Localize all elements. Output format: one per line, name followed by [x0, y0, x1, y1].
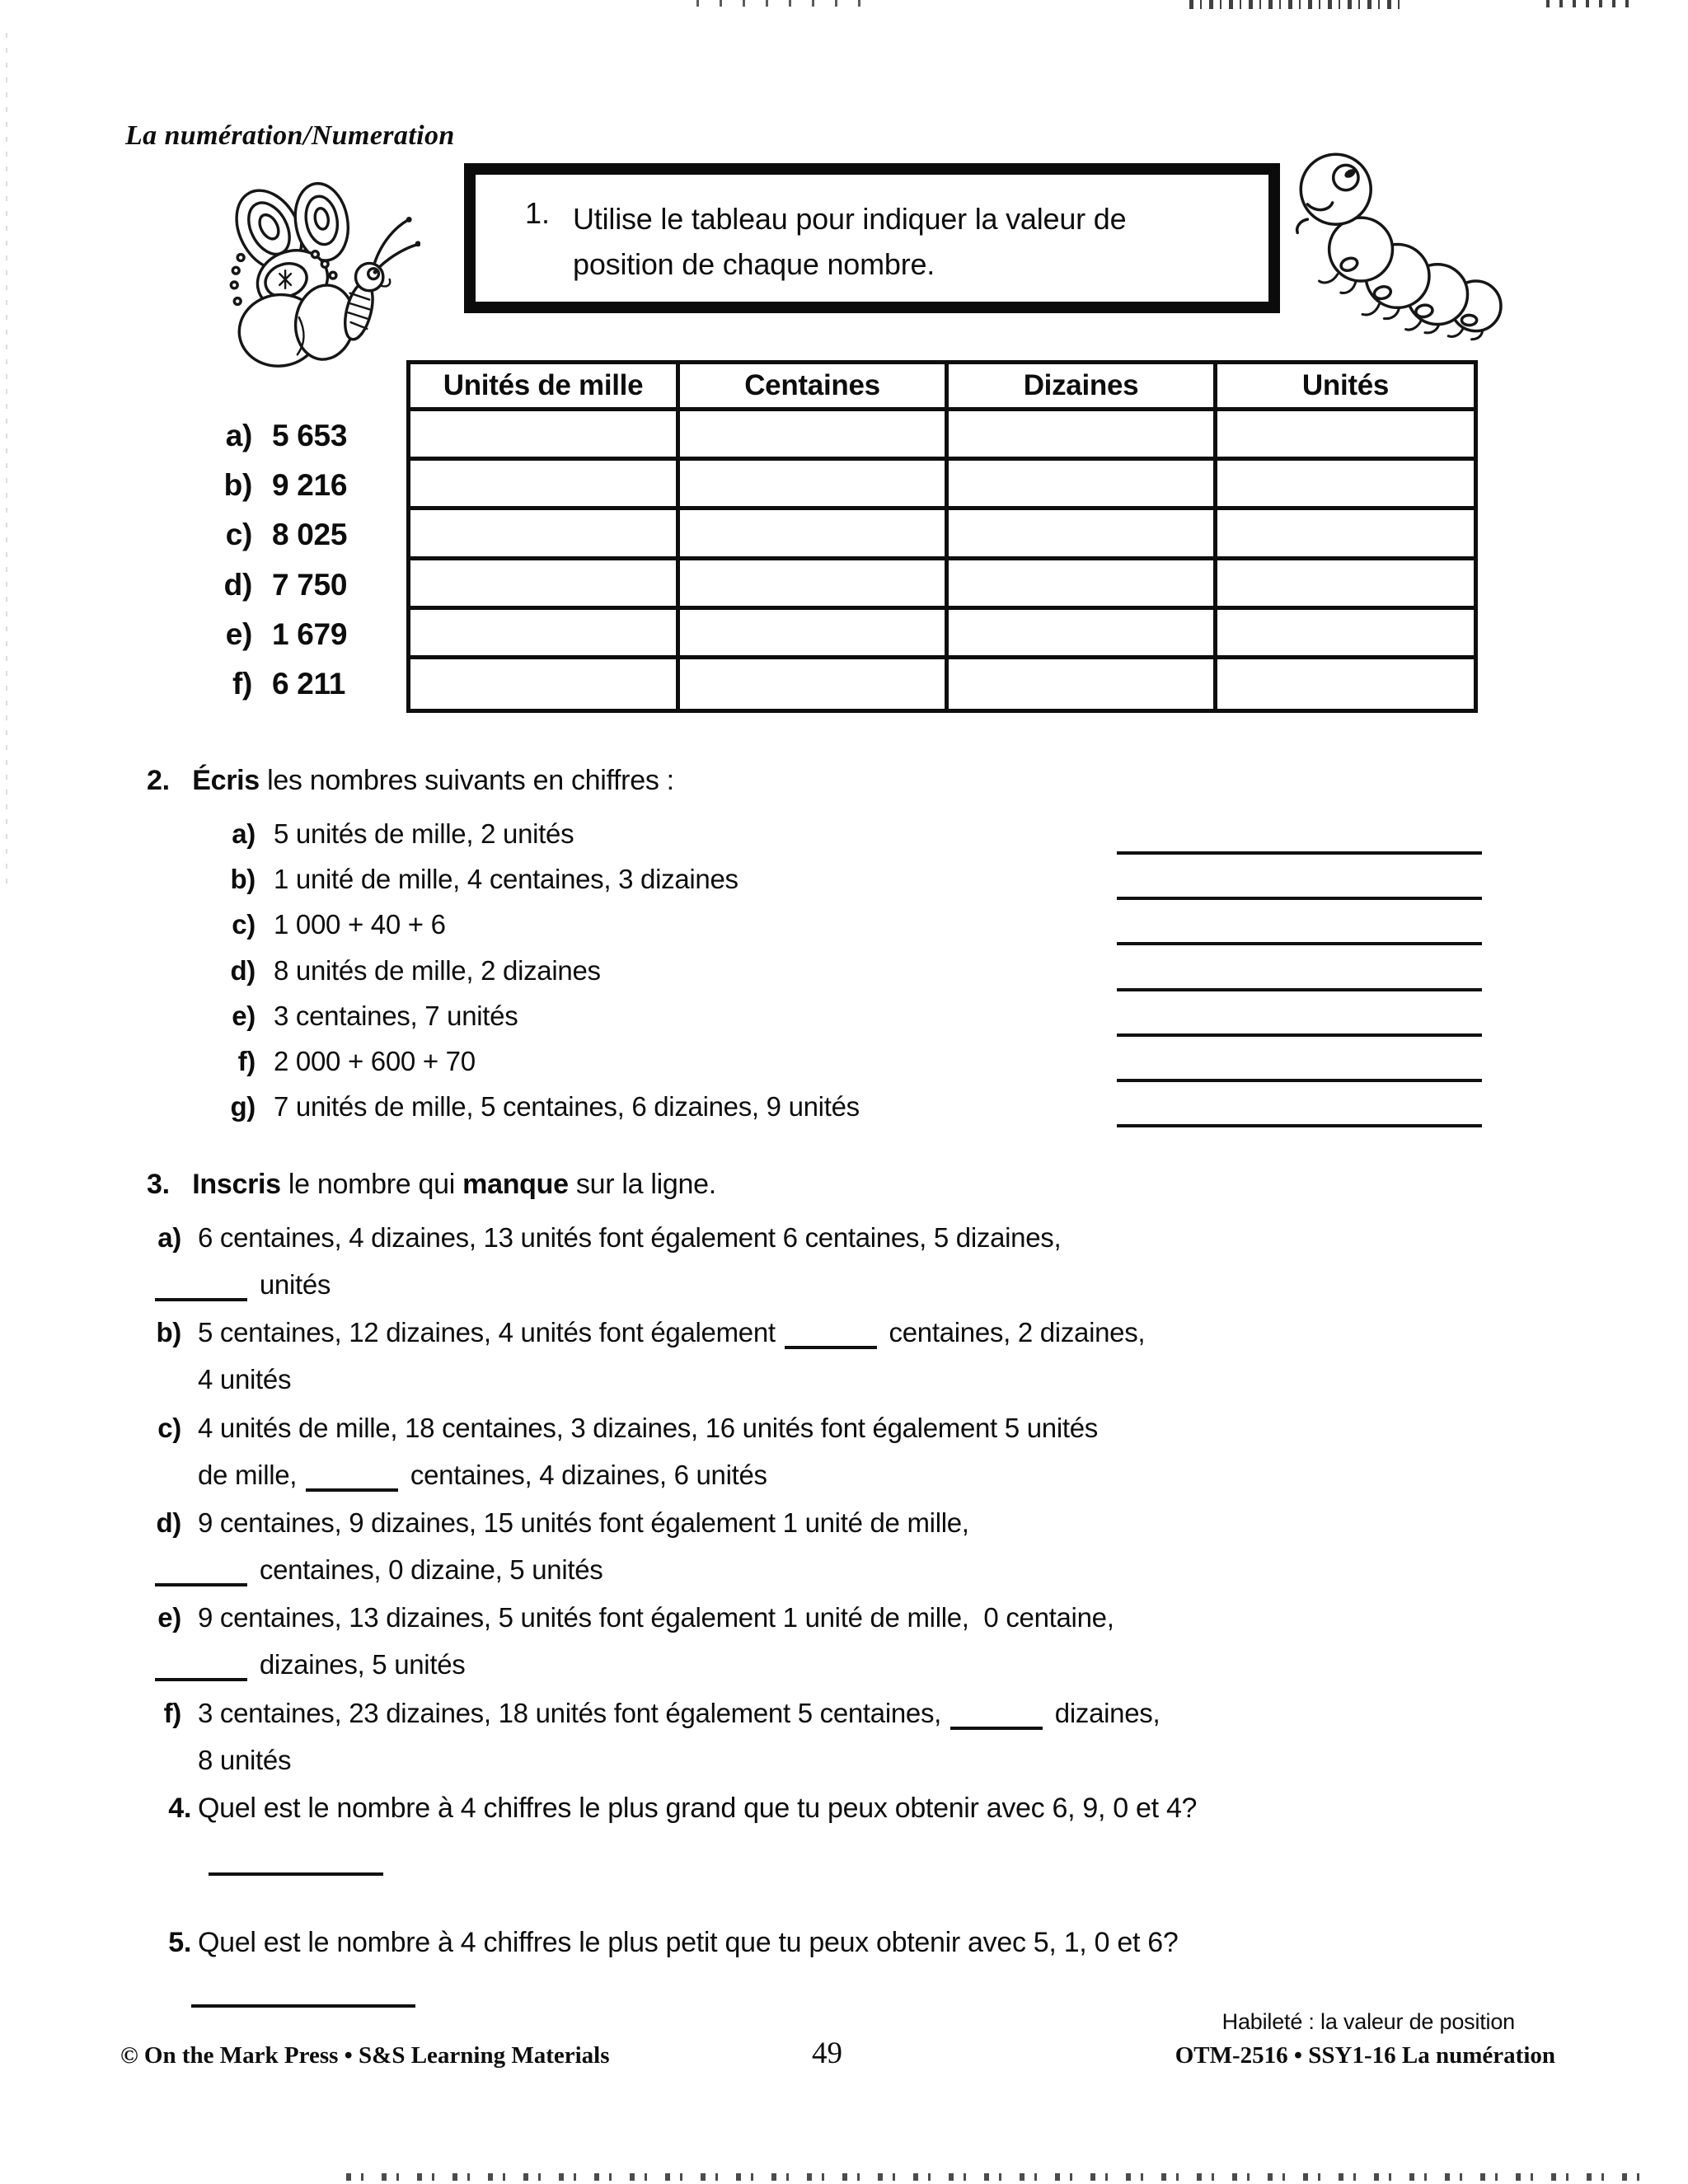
table-cell: [949, 461, 1217, 510]
table-cell: [949, 659, 1217, 709]
list-item-line: [0, 1698, 1688, 1746]
footer-copyright: © On the Mark Press • S&S Learning Materials: [120, 2042, 610, 2069]
item-text: 8 unités de mille, 2 dizaines: [274, 954, 601, 986]
item-text: de mille,: [198, 1459, 305, 1490]
blank-line: [950, 1702, 1043, 1730]
list-item-line: [0, 1649, 1688, 1697]
table-cell: [410, 461, 680, 510]
row-label: f): [232, 666, 252, 701]
footer-skill-label: Habileté : la valeur de position: [1221, 2009, 1515, 2034]
item-text: 5 unités de mille, 2 unités: [274, 818, 574, 849]
butterfly-illustration: [202, 177, 420, 385]
row-label: d): [223, 567, 252, 602]
lead-text: le nombre qui: [280, 1169, 463, 1200]
table-header-cell: Dizaines: [949, 364, 1217, 411]
table-cell: [680, 560, 949, 610]
line-content: [198, 1364, 291, 1395]
item-label: f): [163, 1697, 181, 1728]
table-row: [206, 610, 392, 659]
table-row: [206, 560, 392, 610]
table-cell: [410, 610, 680, 659]
row-label: e): [225, 616, 252, 651]
lead-keyword: Inscris: [192, 1169, 281, 1200]
list-item-line: [0, 1269, 1688, 1317]
line-content: [153, 1269, 331, 1301]
table-cell: [410, 659, 680, 709]
item-text: 2 000 + 600 + 70: [274, 1046, 476, 1076]
item-text: 4 unités de mille, 18 centaines, 3 dizaines, 16 unités font également 5 unités: [198, 1412, 1098, 1443]
row-value: 6 211: [272, 666, 346, 701]
row-label: b): [223, 468, 252, 503]
item-text: 9 centaines, 9 dizaines, 15 unités font également 1 unité de mille,: [198, 1507, 969, 1538]
list-item-line: [0, 1413, 1688, 1460]
item-text: 1 unité de mille, 4 centaines, 3 dizaines: [274, 864, 738, 895]
list-item: [0, 909, 1688, 955]
table-row: [206, 510, 392, 560]
blank-line: [155, 1558, 247, 1586]
row-value: 8 025: [272, 518, 348, 552]
table-cell: [410, 510, 680, 560]
scan-artifact-top: [1546, 0, 1639, 7]
item-text: 6 centaines, 4 dizaines, 13 unités font également 6 centaines, 5 dizaines,: [198, 1222, 1062, 1253]
place-value-table: [406, 360, 1478, 713]
lead-text: sur la ligne.: [568, 1169, 716, 1200]
item-label: f): [237, 1046, 256, 1076]
list-item-line: [0, 1602, 1688, 1650]
line-content: [198, 1602, 1114, 1633]
table-cell: [410, 560, 680, 610]
table-cell: [680, 411, 949, 461]
item-label: b): [156, 1317, 181, 1348]
line-content: [198, 1745, 291, 1776]
table-cell: [680, 659, 949, 709]
item-text: 7 unités de mille, 5 centaines, 6 dizaines, 9 unités: [274, 1091, 860, 1122]
blank-line: [155, 1273, 247, 1301]
question-4: [168, 1793, 1198, 1825]
table-cell: [1217, 411, 1474, 461]
list-item-line: [0, 1364, 1688, 1412]
table-cell: [949, 510, 1217, 560]
answer-line: [1117, 942, 1482, 945]
item-text: dizaines, 5 unités: [252, 1649, 466, 1680]
table-cell: [1217, 510, 1474, 560]
answer-line: [1117, 897, 1482, 900]
item-text: 3 centaines, 7 unités: [274, 1000, 518, 1031]
table-cell: [1217, 659, 1474, 709]
line-content: [153, 1554, 603, 1586]
table-row: [206, 461, 392, 510]
item-label: b): [230, 864, 256, 895]
item-label: d): [156, 1507, 181, 1538]
caterpillar-illustration: [1282, 142, 1503, 352]
question-2-keyword: Écris: [192, 765, 260, 796]
question-4-text: Quel est le nombre à 4 chiffres le plus grand que tu peux obtenir avec 6, 9, 0 et 4?: [198, 1793, 1198, 1824]
item-text: centaines, 2 dizaines,: [881, 1317, 1146, 1348]
item-text: 4 unités: [198, 1364, 292, 1395]
table-cell: [680, 461, 949, 510]
row-value: 7 750: [272, 567, 348, 602]
lead-keyword: manque: [462, 1169, 569, 1200]
list-item: [0, 864, 1688, 910]
item-label: c): [232, 909, 256, 940]
item-label: a): [232, 818, 256, 849]
answer-line: [1117, 1124, 1482, 1127]
line-content: [198, 1413, 1098, 1444]
blank-line: [155, 1653, 247, 1681]
table-cell: [680, 510, 949, 560]
question-1-number: 1.: [525, 196, 551, 230]
list-item: [0, 1091, 1688, 1137]
question-2-number: 2.: [147, 765, 170, 796]
item-label: c): [157, 1412, 181, 1443]
table-cell: [1217, 560, 1474, 610]
question-4-answer-line: [209, 1872, 383, 1876]
item-text: dizaines,: [1047, 1697, 1160, 1728]
question-5-answer-line: [191, 2004, 415, 2008]
line-content: [198, 1460, 767, 1492]
item-label: d): [230, 954, 256, 986]
answer-line: [1117, 851, 1482, 855]
table-cell: [1217, 610, 1474, 659]
item-label: e): [232, 1000, 256, 1031]
table-header-cell: Unités: [1217, 364, 1474, 411]
question-5: [168, 1927, 1179, 1959]
item-label: g): [230, 1091, 256, 1122]
list-item-line: [0, 1460, 1688, 1507]
blank-line: [306, 1464, 398, 1492]
blank-line: [785, 1321, 877, 1349]
list-item-line: [0, 1745, 1688, 1793]
table-cell: [410, 411, 680, 461]
table-row: [206, 659, 392, 709]
question-4-number: 4.: [168, 1793, 191, 1824]
list-item: [0, 955, 1688, 1001]
list-item-line: [0, 1507, 1688, 1555]
page-number: 49: [812, 2036, 842, 2070]
item-text: 9 centaines, 13 dizaines, 5 unités font également 1 unité de mille, 0 centaine,: [198, 1602, 1114, 1633]
item-text: 3 centaines, 23 dizaines, 18 unités font également 5 centaines,: [198, 1697, 949, 1728]
scan-artifact-left: [6, 33, 7, 890]
table-cell: [949, 610, 1217, 659]
list-item-line: [0, 1317, 1688, 1365]
item-text: 5 centaines, 12 dizaines, 4 unités font également: [198, 1317, 783, 1348]
question-2-heading: [147, 765, 674, 797]
scan-artifact-top: [696, 0, 874, 7]
table-row: [206, 411, 392, 461]
question-3-lead: [192, 1169, 716, 1200]
table-header-cell: Centaines: [680, 364, 949, 411]
list-item-line: [0, 1222, 1688, 1270]
answer-line: [1117, 1079, 1482, 1082]
line-content: [198, 1698, 1160, 1730]
row-label: a): [225, 419, 252, 453]
question-1-box: [464, 163, 1280, 313]
list-item: [0, 1046, 1688, 1092]
row-value: 5 653: [272, 419, 348, 453]
question-3-heading: [147, 1169, 716, 1201]
line-content: [198, 1317, 1145, 1349]
answer-line: [1117, 1033, 1482, 1037]
scan-artifact-bottom: [346, 2173, 1653, 2181]
row-label: c): [225, 518, 252, 552]
question-1-instruction: Utilise le tableau pour indiquer la valeur de position de chaque nombre.: [573, 202, 1127, 281]
list-item: [0, 1001, 1688, 1047]
item-text: 8 unités: [198, 1744, 292, 1775]
row-value: 9 216: [272, 468, 348, 503]
table-cell: [680, 610, 949, 659]
row-value: 1 679: [272, 616, 348, 651]
table-cell: [1217, 461, 1474, 510]
question-5-number: 5.: [168, 1927, 191, 1958]
item-label: e): [157, 1602, 181, 1633]
answer-line: [1117, 988, 1482, 991]
item-label: a): [157, 1222, 181, 1253]
table-cell: [949, 411, 1217, 461]
table-cell: [949, 560, 1217, 610]
question-3-number: 3.: [147, 1169, 170, 1200]
question-5-text: Quel est le nombre à 4 chiffres le plus petit que tu peux obtenir avec 5, 1, 0 et 6?: [198, 1927, 1179, 1958]
line-content: [198, 1222, 1061, 1254]
footer-product-code: OTM-2516 • SSY1-16 La numération: [1175, 2042, 1555, 2069]
question-2-lead: les nombres suivants en chiffres :: [259, 765, 674, 796]
list-item-line: [0, 1554, 1688, 1602]
page-title: La numération/Numeration: [125, 120, 455, 151]
scan-artifact-top: [1189, 0, 1405, 9]
line-content: [198, 1507, 969, 1539]
list-item: [0, 818, 1688, 865]
table-header-cell: Unités de mille: [410, 364, 680, 411]
item-text: 1 000 + 40 + 6: [274, 909, 446, 940]
item-text: unités: [252, 1269, 331, 1300]
table-row-labels: [206, 411, 392, 709]
item-text: centaines, 0 dizaine, 5 unités: [252, 1554, 603, 1585]
item-text: centaines, 4 dizaines, 6 unités: [403, 1459, 767, 1490]
line-content: [153, 1649, 465, 1681]
